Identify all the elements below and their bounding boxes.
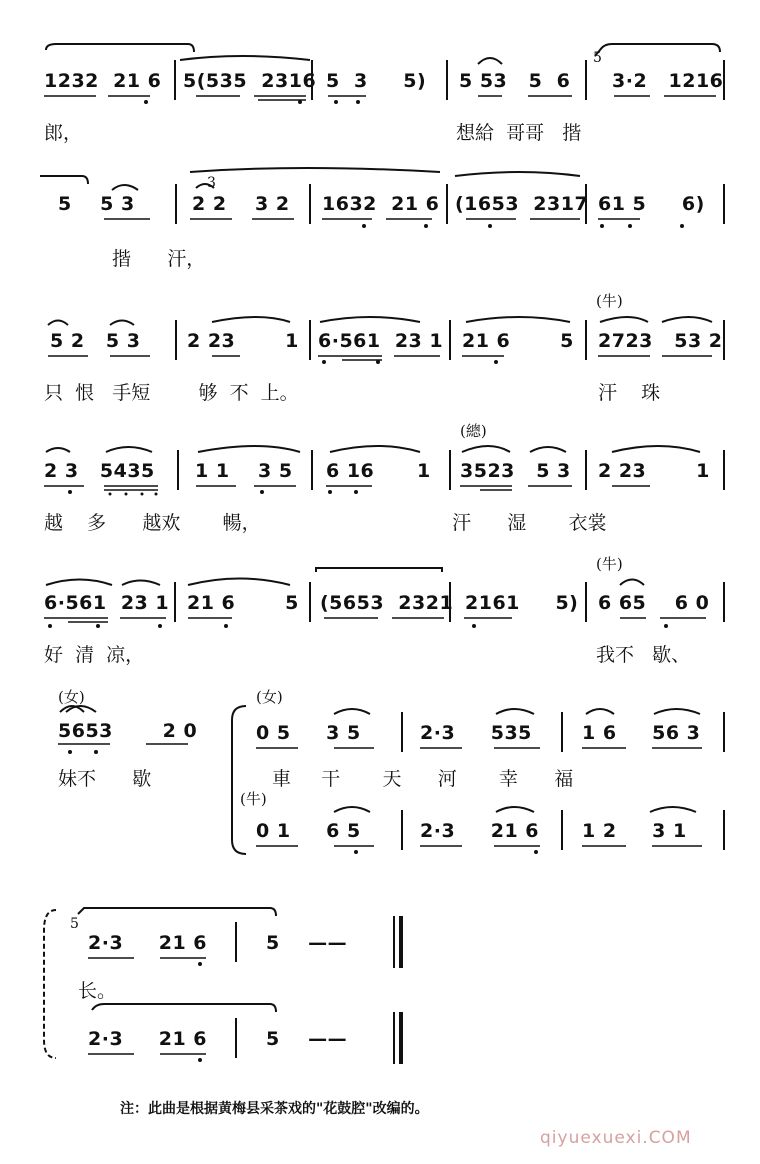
- ending-lyrics: 长。: [78, 980, 117, 1002]
- watermark: qiyuexuexi.COM: [540, 1128, 692, 1148]
- row5-lyric-2: 我不 歇、: [596, 644, 691, 666]
- part-label-together: (總): [460, 422, 487, 440]
- row2-notes-3: 1632 21 6: [322, 193, 440, 215]
- part-label-male-r3: (牛): [596, 292, 623, 310]
- row5-notes-3: (5653 2321: [320, 592, 454, 614]
- row6-lyric-1: 妹不 歇: [58, 768, 152, 790]
- ending-lower-1: 2·3 21 6: [88, 1028, 208, 1050]
- row2-notes-5: 61 5 6): [598, 193, 705, 215]
- row5-notes-4: 2161 5): [465, 592, 579, 614]
- duet-lower-3: 1 2 3 1: [582, 820, 687, 842]
- grace-three: 3: [207, 175, 216, 191]
- row3-notes-4: 21 6 5: [462, 330, 574, 352]
- part-label-female-duet: (女): [256, 688, 283, 706]
- row4-notes-1: 2 3 5435: [44, 460, 155, 482]
- part-label-male-duet: (牛): [240, 790, 267, 808]
- row1-lyric-1: 郎，: [44, 122, 83, 144]
- row3-notes-3: 6·561 23 1: [318, 330, 444, 352]
- row1-notes-2: 5(535 2316: [183, 70, 317, 92]
- ending-upper-2: 5 ——: [266, 932, 348, 954]
- grace-five-end: 5: [70, 916, 79, 932]
- row6-notes-1: 5653 2 0: [58, 720, 198, 742]
- row1-notes-1: 1232 21 6: [44, 70, 162, 92]
- row3-notes-2: 2 23 1: [187, 330, 299, 352]
- row3-notes-1: 5 2 5 3: [50, 330, 141, 352]
- row5-notes-5: 6 65 6 0: [598, 592, 710, 614]
- row4-notes-3: 6 16 1: [326, 460, 431, 482]
- ending-upper-1: 2·3 21 6: [88, 932, 208, 954]
- row5-notes-1: 6·561 23 1: [44, 592, 170, 614]
- row2-lyric-1: 揩 汗，: [112, 248, 206, 270]
- row2-notes-4: (1653 2317: [455, 193, 589, 215]
- row1-notes-4: 5 53 5 6: [459, 70, 571, 92]
- duet-upper-lyrics: 車 干 天 河 幸 福: [272, 768, 574, 790]
- duet-upper-3: 1 6 56 3: [582, 722, 701, 744]
- footnote: 注：此曲是根据黄梅县采茶戏的"花鼓腔"改编的。: [120, 1101, 429, 1117]
- row1-notes-3: 5 3 5): [326, 70, 427, 92]
- row2-notes-2: 2 2 3 2: [192, 193, 290, 215]
- row5-lyric-1: 好 清 凉，: [44, 644, 145, 666]
- row2-notes-1: 5 5 3: [58, 193, 135, 215]
- part-label-male-r5: (牛): [596, 555, 623, 573]
- row4-notes-5: 2 23 1: [598, 460, 710, 482]
- row1-lyric-2: 想給 哥哥 揩: [456, 122, 582, 144]
- duet-upper-2: 2·3 535: [420, 722, 532, 744]
- row4-lyric-1: 越 多 越欢 暢，: [44, 512, 261, 534]
- row3-lyric-2: 汗 珠: [598, 382, 661, 404]
- ending-lower-2: 5 ——: [266, 1028, 348, 1050]
- row5-notes-2: 21 6 5: [187, 592, 299, 614]
- row4-notes-4: 3523 5 3: [460, 460, 571, 482]
- duet-lower-1: 0 1 6 5: [256, 820, 361, 842]
- row3-lyric-1: 只 恨 手短 够 不 上。: [44, 382, 299, 404]
- row4-lyric-2: 汗 湿 衣裳: [452, 512, 607, 534]
- duet-upper-1: 0 5 3 5: [256, 722, 361, 744]
- duet-lower-2: 2·3 21 6: [420, 820, 540, 842]
- row4-notes-2: 1 1 3 5: [195, 460, 293, 482]
- row1-notes-5: 3·2 1216: [612, 70, 724, 92]
- part-label-female-solo: (女): [58, 688, 85, 706]
- grace-five-r1: 5: [593, 50, 602, 66]
- row3-notes-5: 2723 53 2: [598, 330, 723, 352]
